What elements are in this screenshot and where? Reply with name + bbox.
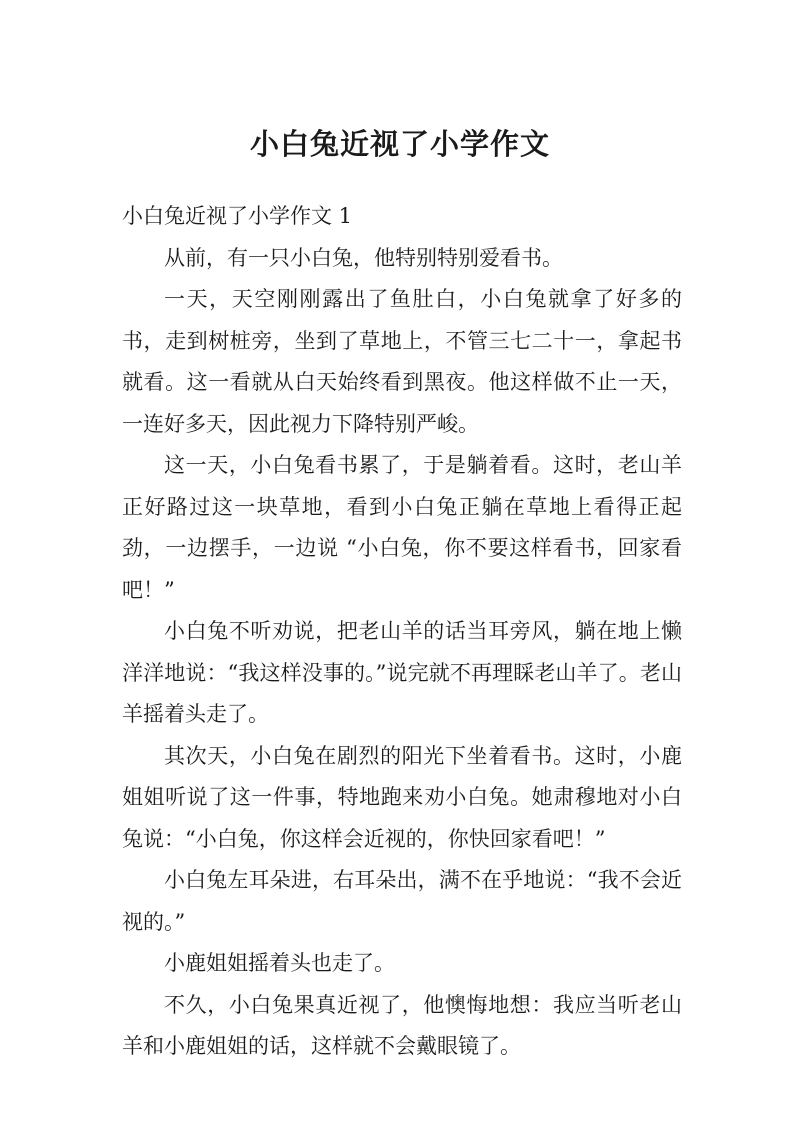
paragraph: 这一天，小白兔看书累了，于是躺着看。这时，老山羊正好路过这一块草地，看到小白兔正躺在草地上看得正起劲，一边摆手，一边说 “小白兔，你不要这样看书，回家看吧！”: [122, 453, 682, 602]
paragraph: 其次天，小白兔在剧烈的阳光下坐着看书。这时，小鹿姐姐听说了这一件事，特地跑来劝小白兔。她肃穆地对小白兔说：“小白兔，你这样会近视的，你快回家看吧！”: [122, 743, 682, 851]
paragraph: 从前，有一只小白兔，他特别特别爱看书。: [164, 245, 563, 270]
paragraph: 小白兔不听劝说，把老山羊的话当耳旁风，躺在地上懒洋洋地说：“我这样没事的。”说完就不再理睬老山羊了。老山羊摇着头走了。: [122, 619, 682, 726]
essay-subtitle: 小白兔近视了小学作文 1: [122, 204, 353, 228]
document-body: [122, 196, 682, 1068]
paragraph: 小白兔左耳朵进，右耳朵出，满不在乎地说：“我不会近视的。”: [122, 868, 682, 934]
document-title: 小白兔近视了小学作文: [249, 127, 550, 161]
paragraph: 小鹿姐姐摇着头也走了。: [164, 951, 395, 975]
paragraph: 不久，小白兔果真近视了，他懊悔地想：我应当听老山羊和小鹿姐姐的话，这样就不会戴眼镜了。: [122, 992, 682, 1058]
paragraph: 一天，天空刚刚露出了鱼肚白，小白兔就拿了好多的书，走到树桩旁，坐到了草地上，不管三七二十一，拿起书就看。这一看就从白天始终看到黑夜。他这样做不止一天，一连好多天，因此视力下降特别严峻。: [122, 287, 682, 436]
